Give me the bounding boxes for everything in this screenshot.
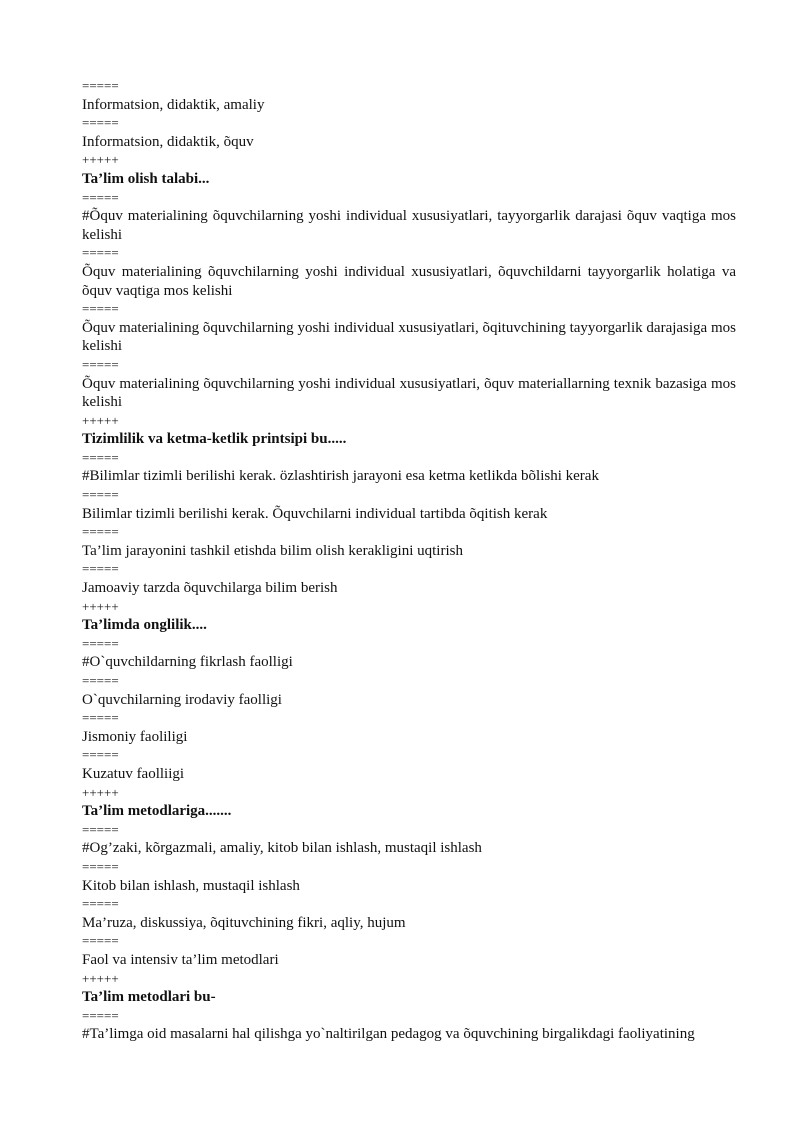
document-page — [82, 77, 736, 1044]
answer-option: Faol va intensiv ta’lim metodlari — [82, 951, 279, 968]
option-separator: ===== — [82, 858, 119, 874]
option-separator: ===== — [82, 449, 119, 465]
answer-option: Kuzatuv faolliigi — [82, 765, 185, 782]
option-separator: ===== — [82, 189, 119, 205]
question-separator: +++++ — [82, 598, 119, 614]
option-separator: ===== — [82, 245, 119, 261]
option-separator: ===== — [82, 78, 119, 93]
answer-option: Ma’ruza, diskussiya, õqituvchining fikri, aqliy, hujum — [82, 914, 406, 931]
answer-option: #Õquv materialining õquvchilarning yoshi individual xususiyatlari, tayyorgarlik darajasi õquv vaqtiga mos kelishi — [82, 208, 736, 243]
option-separator: ===== — [82, 356, 119, 372]
option-separator: ===== — [82, 524, 119, 540]
answer-option: #O`quvchildarning fikrlash faolligi — [82, 654, 293, 671]
option-separator: ===== — [82, 115, 119, 131]
answer-option: O`quvchilarning irodaviy faolligi — [82, 691, 282, 708]
option-separator: ===== — [82, 821, 119, 837]
option-separator: ===== — [82, 673, 119, 688]
answer-option: Informatsion, didaktik, õquv — [82, 133, 254, 150]
question-heading: Ta’lim metodlari bu- — [82, 989, 216, 1006]
question-separator: +++++ — [82, 970, 119, 986]
option-separator: ===== — [82, 1007, 119, 1023]
question-heading: Ta’limda onglilik.... — [82, 617, 207, 634]
answer-option: #Og’zaki, kõrgazmali, amaliy, kitob bilan ishlash, mustaqil ishlash — [82, 840, 482, 857]
answer-option: Bilimlar tizimli berilishi kerak. Õquvchilarni individual tartibda õqitish kerak — [82, 505, 548, 522]
answer-option: #Bilimlar tizimli berilishi kerak. özlashtirish jarayoni esa ketma ketlikda bõlishi kerak — [82, 468, 599, 485]
answer-option: #Ta’limga oid masalarni hal qilishga yo`naltirilgan pedagog va õquvchining birgalikdagi faoliyatining — [82, 1026, 695, 1043]
option-separator: ===== — [82, 747, 119, 763]
question-separator: +++++ — [82, 784, 119, 800]
option-separator: ===== — [82, 710, 119, 726]
option-separator: ===== — [82, 933, 119, 949]
answer-option: Informatsion, didaktik, amaliy — [82, 96, 265, 113]
option-separator: ===== — [82, 896, 119, 912]
option-separator: ===== — [82, 561, 119, 577]
option-separator: ===== — [82, 635, 119, 651]
question-separator: +++++ — [82, 412, 119, 428]
answer-option: Kitob bilan ishlash, mustaqil ishlash — [82, 877, 300, 894]
question-heading: Ta’lim olish talabi... — [82, 170, 210, 187]
answer-option: Õquv materialining õquvchilarning yoshi individual xususiyatlari, õqituvchining tayyorgarlik darajasiga mos kelishi — [82, 319, 736, 355]
question-separator: +++++ — [82, 152, 119, 168]
answer-option: Jismoniy faoliligi — [82, 728, 188, 745]
answer-option: Õquv materialining õquvchilarning yoshi individual xususiyatlari, õquvchildarni tayyorgarlik holatiga va õquv vaqtiga mos kelishi — [82, 263, 736, 299]
answer-option: Jamoaviy tarzda õquvchilarga bilim berish — [82, 580, 338, 597]
question-heading: Ta’lim metodlariga....... — [82, 803, 232, 820]
option-separator: ===== — [82, 487, 119, 503]
question-heading: Tizimlilik va ketma-ketlik printsipi bu..... — [82, 431, 347, 448]
answer-option: Ta’lim jarayonini tashkil etishda bilim olish kerakligini uqtirish — [82, 542, 463, 559]
option-separator: ===== — [82, 301, 119, 317]
answer-option: Õquv materialining õquvchilarning yoshi individual xususiyatlari, õquv materiallarning texnik bazasiga mos kelishi — [82, 375, 736, 411]
